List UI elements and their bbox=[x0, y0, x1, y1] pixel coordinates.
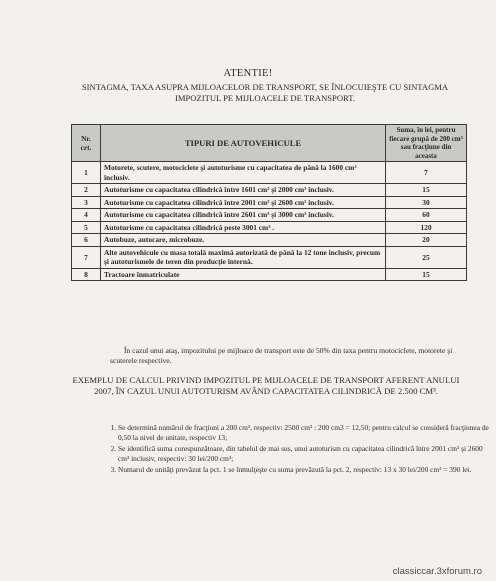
row-description: Autoturisme cu capacitatea cilindrică între 2601 cm³ şi 3000 cm³ inclusiv. bbox=[101, 209, 386, 222]
row-amount: 15 bbox=[386, 184, 467, 197]
notice-subtitle: SINTAGMA, TAXA ASUPRA MIJLOACELOR DE TRANSPORT, SE ÎNLOCUIEŞTE CU SINTAGMA IMPOZITUL PE MIJLOACELE DE TRANSPORT. bbox=[81, 82, 449, 103]
row-description: Autobuze, autocare, microbuze. bbox=[101, 234, 386, 247]
table-row bbox=[72, 234, 467, 247]
row-description: Autoturisme cu capacitatea cilindrică între 2001 cm³ şi 2600 cm³ inclusiv. bbox=[101, 196, 386, 209]
list-item: 2. Se identifică suma corespunzătoare, din tabelul de mai sus, unui autoturism cu capacitatea cilindrică între 2001 cm³ şi 2600 cm³ inclusiv, respectiv: 30 lei/200 cm³; bbox=[118, 444, 490, 464]
header-vehicle-types: TIPURI DE AUTOVEHICULE bbox=[101, 125, 386, 162]
row-amount: 20 bbox=[386, 234, 467, 247]
row-amount: 25 bbox=[386, 246, 467, 268]
calculation-steps bbox=[104, 423, 490, 476]
row-amount: 60 bbox=[386, 209, 467, 222]
table-row bbox=[72, 246, 467, 268]
row-number: 7 bbox=[72, 246, 101, 268]
site-watermark: classiccar.3xforum.ro bbox=[392, 566, 482, 577]
row-number: 5 bbox=[72, 221, 101, 234]
row-number: 6 bbox=[72, 234, 101, 247]
attention-heading: ATENTIE! bbox=[223, 68, 273, 79]
tax-table bbox=[71, 124, 467, 281]
table-row bbox=[72, 162, 467, 184]
row-number: 3 bbox=[72, 196, 101, 209]
row-amount: 7 bbox=[386, 162, 467, 184]
row-number: 8 bbox=[72, 268, 101, 281]
row-amount: 30 bbox=[386, 196, 467, 209]
row-description: Tractoare înmatriculate bbox=[101, 268, 386, 281]
sidecar-note: În cazul unui ataş, impozitului pe mijloace de transport este de 50% din taxa pentru motociclete, motorete şi scuterele respective. bbox=[110, 346, 453, 365]
row-number: 1 bbox=[72, 162, 101, 184]
header-nr: Nr. crt. bbox=[72, 125, 101, 162]
row-description: Alte autovehicule cu masa totală maximă autorizată de până la 12 tone inclusiv, precum şi autoturismele de teren din producţie internă. bbox=[101, 246, 386, 268]
row-number: 2 bbox=[72, 184, 101, 197]
table-row bbox=[72, 209, 467, 222]
table-header-row bbox=[72, 125, 467, 162]
row-amount: 120 bbox=[386, 221, 467, 234]
row-description: Autoturisme cu capacitatea cilindrică între 1601 cm³ şi 2000 cm³ inclusiv. bbox=[101, 184, 386, 197]
example-title: EXEMPLU DE CALCUL PRIVIND IMPOZITUL PE MIJLOACELE DE TRANSPORT AFERENT ANULUI 2007, ÎN CAZUL UNUI AUTOTURISM AVÂND CAPACITATEA CILINDRICĂ DE 2.500 CM³. bbox=[72, 375, 460, 396]
table-row bbox=[72, 268, 467, 281]
row-description: Motorete, scutere, motociclete şi autoturisme cu capacitatea de până la 1600 cm³ inclusiv. bbox=[101, 162, 386, 184]
list-item: 3. Numarul de unităţi prevăzut la pct. 1 se înmulţeşte cu suma prevăzută la pct. 2, respectiv: 13 x 30 lei/200 cm³ = 390 lei. bbox=[118, 465, 490, 475]
list-item: 1. Se determină numărul de fracţiuni a 200 cm³, respectiv: 2500 cm³ : 200 cm3 = 12,50; pentru calcul se consideră fracţiunea de 0,50 la nivel de unitate, respectiv 13; bbox=[118, 423, 490, 443]
row-description: Autoturisme cu capacitatea cilindrică peste 3001 cm³ . bbox=[101, 221, 386, 234]
table-row bbox=[72, 196, 467, 209]
table-row bbox=[72, 221, 467, 234]
row-amount: 15 bbox=[386, 268, 467, 281]
header-amount: Suma, în lei, pentru fiecare grupă de 200 cm³ sau fracţiune din aceasta bbox=[386, 125, 467, 162]
table-row bbox=[72, 184, 467, 197]
row-number: 4 bbox=[72, 209, 101, 222]
